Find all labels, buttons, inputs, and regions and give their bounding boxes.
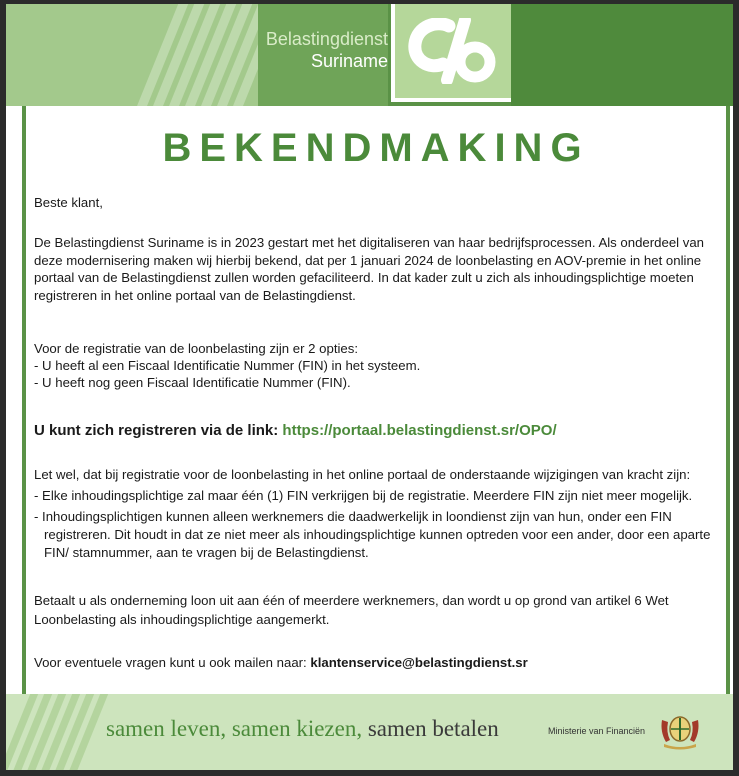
change-item: - Elke inhoudingsplichtige zal maar één (1) FIN verkrijgen bij de registratie. Meerdere FIN zijn niet meer mogelijk. bbox=[34, 488, 693, 503]
change-item-continued: registreren. Dit houdt in dat ze niet meer als inhoudingsplichtige kunnen optreden voor een ander, door een aparte bbox=[44, 527, 711, 542]
greeting: Beste klant, bbox=[34, 195, 103, 210]
employer-paragraph-continued: Loonbelasting als inhoudingsplichtige aangemerkt. bbox=[34, 612, 330, 627]
page-title: BEKENDMAKING bbox=[162, 126, 590, 170]
brand-line1: Belastingdienst bbox=[265, 29, 388, 49]
options-intro: Voor de registratie van de loonbelasting zijn er 2 opties: bbox=[34, 341, 359, 356]
changes-intro: Let wel, dat bij registratie voor de loonbelasting in het online portaal de onderstaande wijzigingen van kracht zijn: bbox=[34, 467, 691, 482]
contact-line bbox=[34, 654, 724, 672]
ministry-name: Ministerie van Financiën bbox=[548, 726, 646, 736]
option-item: - U heeft nog geen Fiscaal Identificatie Nummer (FIN). bbox=[34, 375, 351, 390]
contact-email[interactable]: klantenservice@belastingdienst.sr bbox=[310, 655, 528, 670]
option-item: - U heeft al een Fiscaal Identificatie Nummer (FIN) in het systeem. bbox=[34, 358, 421, 373]
employer-paragraph: Betaalt u als onderneming loon uit aan één of meerdere werknemers, dan wordt u op grond van artikel 6 Wet bbox=[34, 593, 669, 608]
header-light-panel bbox=[6, 4, 258, 106]
footer-banner bbox=[6, 694, 733, 770]
contact-label: Voor eventuele vragen kunt u ook mailen naar: bbox=[34, 655, 307, 670]
intro-paragraph: De Belastingdienst Suriname is in 2023 gestart met het digitaliseren van haar bedrijfsprocessen. Als onderdeel van deze modernisering maken wij hierbij bekend, dat per 1 januari 2024 de loonbelasting en AOV-premie in het online portaal van de Belastingdienst zullen worden gefaciliteerd. In dat kader zult u zich als inhoudingsplichtige moeten registreren in het online portaal van de Belastingdienst. bbox=[34, 235, 705, 303]
header-dark-panel bbox=[511, 4, 733, 106]
announcement-frame bbox=[6, 4, 733, 770]
brand-line2: Suriname bbox=[310, 51, 388, 71]
register-label: U kunt zich registreren via de link: bbox=[34, 422, 279, 439]
slogan-part1: samen leven, samen kiezen, bbox=[106, 716, 363, 741]
register-line bbox=[34, 422, 724, 440]
change-item-continued: FIN/ stamnummer, aan te vragen bij de Belastingdienst. bbox=[44, 545, 369, 560]
register-link[interactable]: https://portaal.belastingdienst.sr/OPO/ bbox=[282, 422, 557, 439]
brand-name bbox=[266, 28, 388, 72]
announcement-body bbox=[22, 106, 730, 694]
header-banner bbox=[6, 4, 733, 106]
slogan bbox=[106, 716, 499, 742]
suriname-coat-of-arms-icon bbox=[658, 710, 702, 755]
belastingdienst-cb-logo-icon bbox=[391, 4, 515, 102]
change-item: - Inhoudingsplichtigen kunnen alleen werknemers die daadwerkelijk in loondienst zijn van hun, onder een FIN bbox=[34, 509, 672, 524]
slogan-part2: samen betalen bbox=[367, 716, 499, 741]
